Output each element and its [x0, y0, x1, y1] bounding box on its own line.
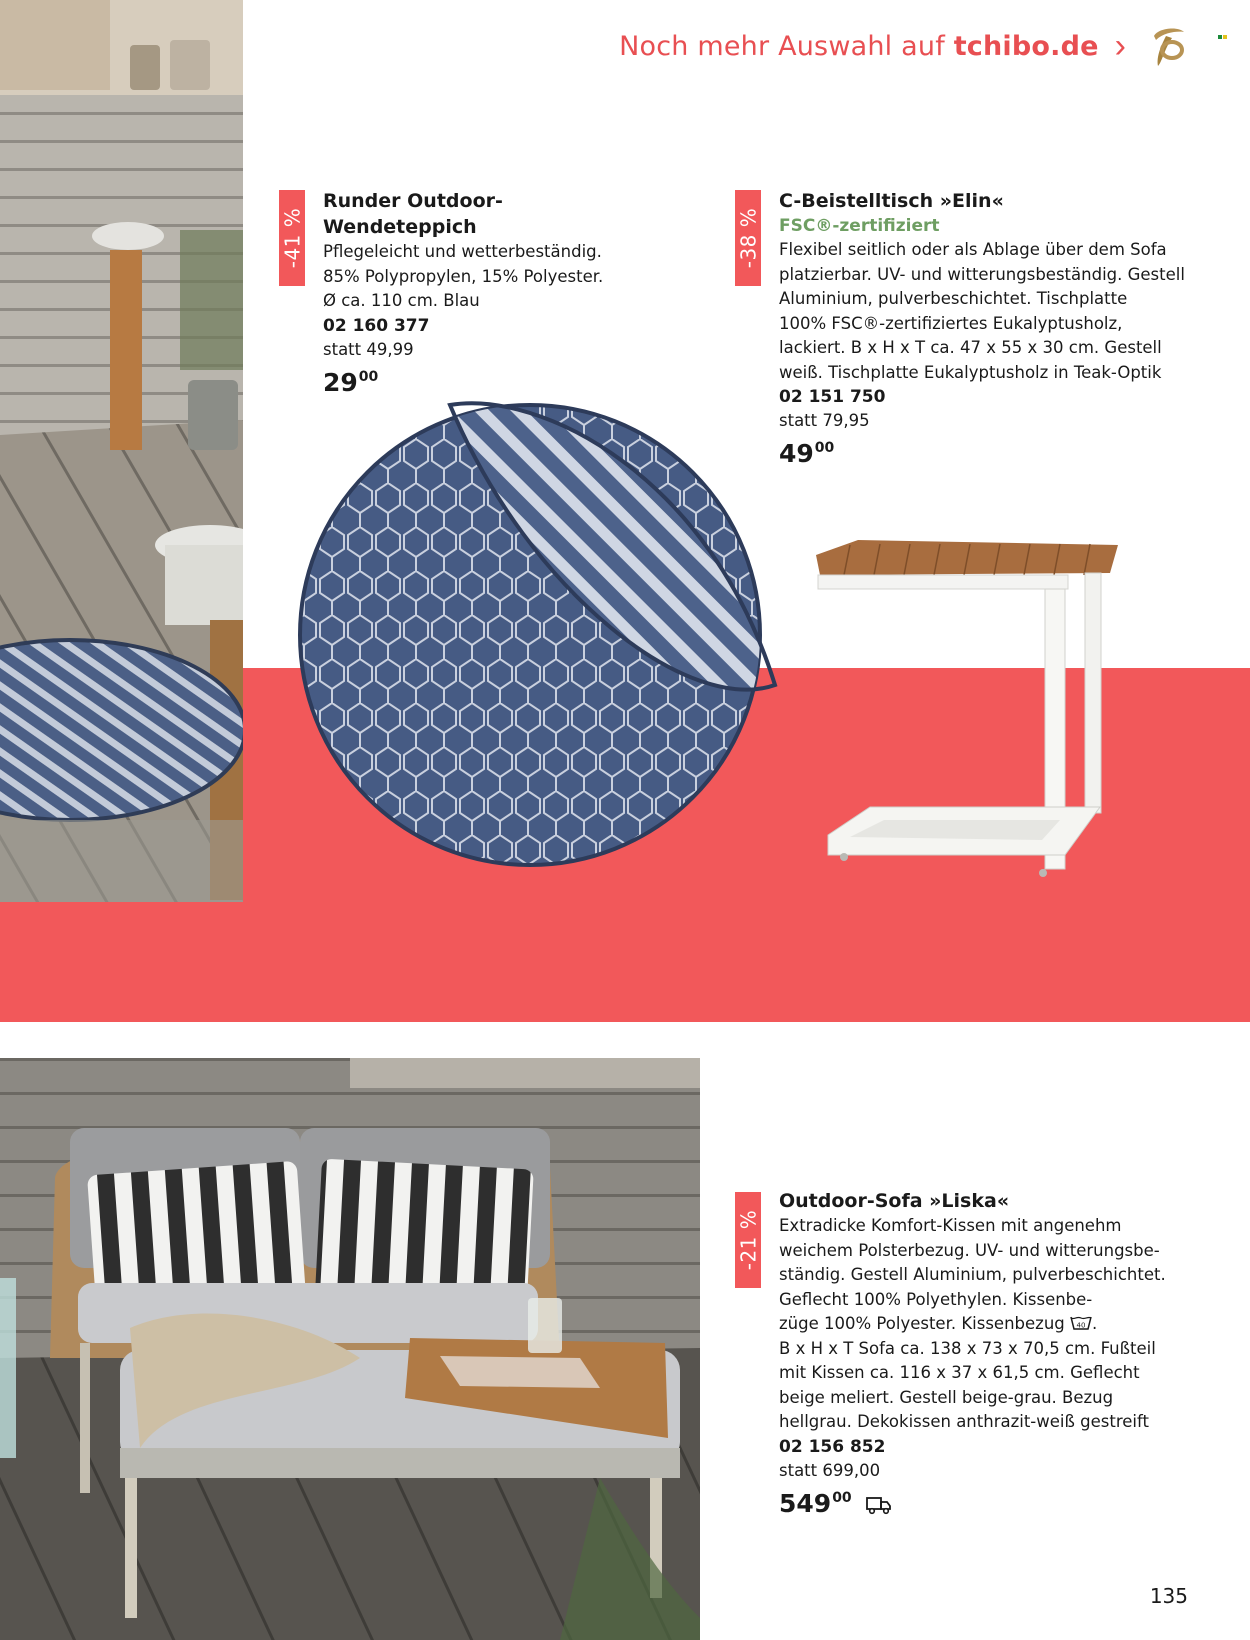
- price-main: 549: [779, 1488, 832, 1518]
- product-desc-line: ständig. Gestell Aluminium, pulverbeschichtet.: [779, 1265, 1166, 1284]
- product-desc-line: mit Kissen ca. 116 x 37 x 61,5 cm. Geflecht: [779, 1363, 1140, 1382]
- product-desc-line: Geflecht 100% Polyethylen. Kissenbe-: [779, 1289, 1093, 1309]
- desc-suffix: .: [1092, 1314, 1098, 1333]
- product-code: 02 156 852: [779, 1436, 886, 1457]
- header-link[interactable]: [619, 31, 1099, 62]
- chevron-right-icon[interactable]: ›: [1114, 26, 1126, 65]
- product-code: 02 160 377: [323, 315, 430, 336]
- product-title: Runder Outdoor-Wendeteppich: [323, 190, 503, 238]
- product-desc-line: Pflegeleicht und wetterbeständig.: [323, 242, 602, 261]
- product-desc-line: Ø ca. 110 cm. Blau: [323, 291, 480, 310]
- discount-badge-table: [735, 190, 761, 286]
- photo-outdoor-sofa: [0, 1058, 700, 1640]
- product-desc-line: beige meliert. Gestell beige-grau. Bezug: [779, 1387, 1114, 1407]
- price-cents: 00: [832, 1489, 852, 1506]
- delivery-truck-icon: [866, 1495, 892, 1515]
- price-cents: 00: [358, 368, 379, 385]
- product-rug: [323, 188, 653, 400]
- product-title: C-Beistelltisch »Elin«: [779, 190, 1004, 212]
- product-desc-line: weiß. Tischplatte Eukalyptusholz in Teak-Optik: [779, 362, 1162, 382]
- product-desc-line: 85% Polypropylen, 15% Polyester.: [323, 266, 604, 286]
- wash-temperature: 40: [1076, 1321, 1086, 1330]
- product-old-price: statt 699,00: [779, 1460, 881, 1480]
- product-desc-line: weichem Polsterbezug. UV- und witterungsbe-: [779, 1240, 1160, 1260]
- product-desc-line: hellgrau. Dekokissen anthrazit-weiß gestreift: [779, 1412, 1149, 1431]
- rug-product-image: [290, 395, 780, 870]
- terrace-rug-illustration: [0, 0, 243, 902]
- product-desc-text: züge 100% Polyester. Kissenbezug: [779, 1314, 1065, 1333]
- price-main: 49: [779, 439, 814, 468]
- discount-badge-text: -38 %: [736, 207, 760, 269]
- product-desc-line: Extradicke Komfort-Kissen mit angenehm: [779, 1216, 1122, 1235]
- product-desc-line: Flexibel seitlich oder als Ablage über dem Sofa: [779, 240, 1167, 259]
- product-price: [779, 437, 1209, 471]
- discount-badge-text: -21 %: [736, 1209, 760, 1271]
- discount-badge-sofa: [735, 1192, 761, 1288]
- header-prefix: Noch mehr Auswahl auf: [619, 30, 954, 62]
- price-cents: 00: [814, 440, 835, 456]
- price-main: 29: [323, 367, 358, 397]
- product-side-table: [779, 188, 1209, 471]
- side-table-product-image: [810, 535, 1130, 890]
- product-desc-line: B x H x T Sofa ca. 138 x 73 x 70,5 cm. Fußteil: [779, 1338, 1156, 1358]
- tchibo-bean-icon: [1144, 22, 1190, 70]
- decorative-dots-icon: [1218, 34, 1228, 40]
- site-header: [619, 22, 1190, 70]
- fsc-certified-label: FSC®-zertifiziert: [779, 216, 940, 236]
- product-desc-line: lackiert. B x H x T ca. 47 x 55 x 30 cm. Gestell: [779, 338, 1162, 357]
- header-brand: tchibo.de: [953, 30, 1099, 62]
- outdoor-sofa-illustration: [0, 1058, 700, 1640]
- product-old-price: statt 79,95: [779, 411, 870, 430]
- product-desc-line: 100% FSC®-zertifiziertes Eukalyptusholz,: [779, 313, 1123, 333]
- product-price: [323, 366, 653, 400]
- discount-badge-text: -41 %: [280, 207, 304, 269]
- page-number: 135: [1149, 1584, 1188, 1608]
- product-code: 02 151 750: [779, 387, 886, 407]
- product-desc-line-with-wash: [779, 1312, 1209, 1337]
- product-outdoor-sofa: [779, 1188, 1209, 1521]
- product-price: [779, 1487, 1209, 1521]
- product-desc-line: Aluminium, pulverbeschichtet. Tischplatte: [779, 289, 1128, 308]
- discount-badge-rug: [279, 190, 305, 286]
- product-desc-line: platzierbar. UV- und witterungsbeständig. Gestell: [779, 264, 1185, 284]
- photo-terrace-rug: [0, 0, 243, 902]
- product-title: Outdoor-Sofa »Liska«: [779, 1190, 1010, 1212]
- wash-40-icon: [1070, 1315, 1092, 1331]
- coral-band-bottom: [0, 902, 1250, 1022]
- product-old-price: statt 49,99: [323, 339, 414, 359]
